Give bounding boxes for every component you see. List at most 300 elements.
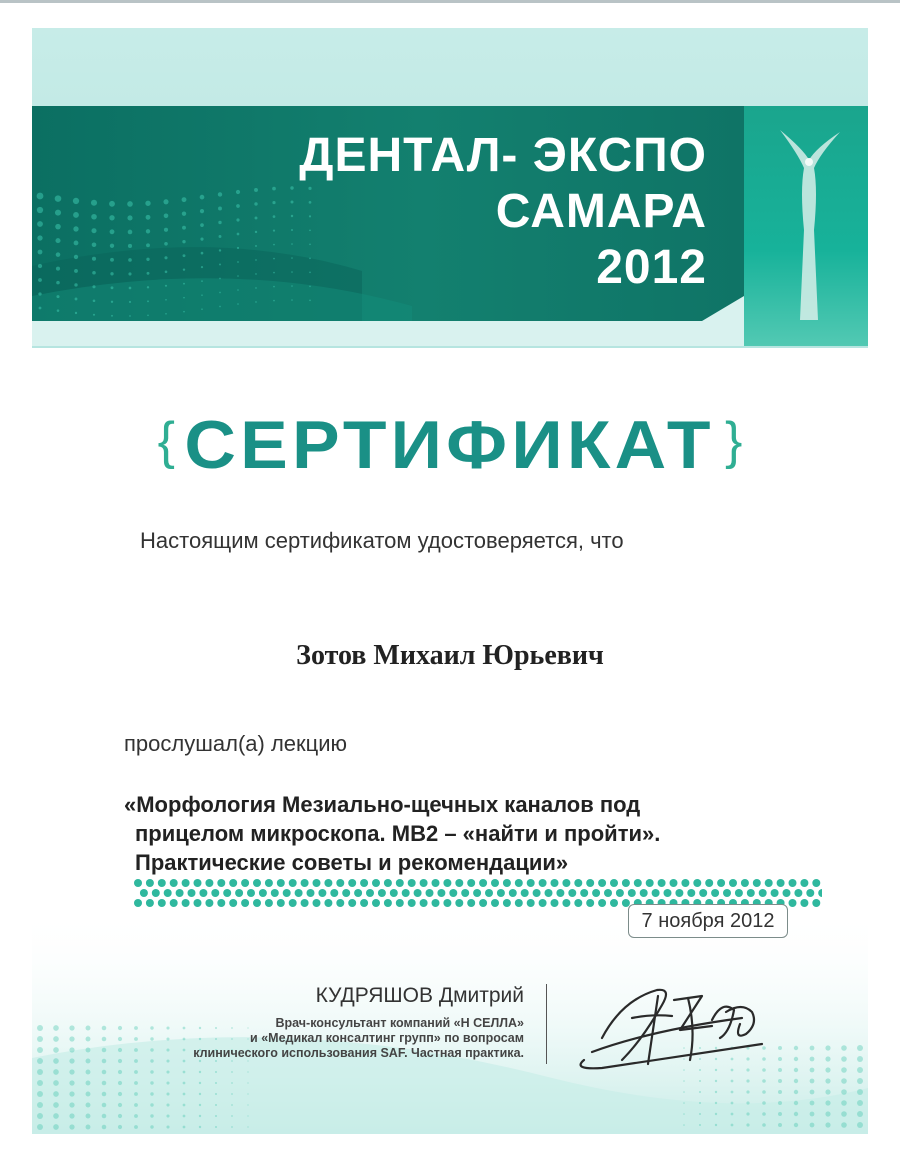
decorative-dot	[236, 204, 240, 208]
decorative-dot	[313, 879, 321, 887]
date-badge: 7 ноября 2012	[628, 904, 788, 938]
decorative-dot	[37, 193, 44, 200]
decorative-dot	[825, 1089, 830, 1094]
decorative-dot	[408, 879, 416, 887]
decorative-dot	[164, 213, 169, 218]
decorative-dot	[683, 1124, 685, 1126]
decorative-dot	[164, 256, 167, 259]
decorative-dot	[812, 879, 820, 887]
decorative-dot	[789, 879, 797, 887]
decorative-dot	[166, 1114, 169, 1117]
decorative-dot	[218, 207, 222, 211]
decorative-dot	[182, 226, 186, 230]
decorative-dot	[841, 1122, 847, 1128]
decorative-dot	[102, 1070, 107, 1075]
decorative-dot	[69, 1025, 74, 1030]
decorative-dot	[219, 249, 221, 251]
decorative-dot	[37, 1047, 43, 1053]
decorative-dot	[217, 879, 225, 887]
decorative-dot	[102, 1026, 107, 1031]
decorative-dot	[461, 889, 469, 897]
decorative-dot	[237, 247, 239, 249]
decorative-dot	[271, 889, 279, 897]
decorative-dot	[628, 889, 636, 897]
decorative-dot	[348, 899, 356, 907]
decorative-dot	[92, 242, 97, 247]
decorative-dot	[37, 1058, 43, 1064]
decorative-dot	[551, 879, 559, 887]
decorative-dot	[731, 1080, 734, 1083]
decorative-dot	[715, 1102, 717, 1104]
decorative-dot	[360, 899, 368, 907]
decorative-dot	[69, 1080, 74, 1085]
decorative-dot	[253, 879, 261, 887]
decorative-dot	[166, 1125, 169, 1128]
decorative-dot	[277, 899, 285, 907]
decorative-dot	[810, 1079, 815, 1084]
decorative-dot	[580, 889, 588, 897]
decorative-dot	[183, 1126, 186, 1129]
decorative-dot	[183, 1082, 186, 1085]
decorative-dot	[610, 899, 618, 907]
decorative-dot	[219, 292, 221, 294]
decorative-dot	[134, 1114, 138, 1118]
decorative-dot	[687, 889, 695, 897]
decorative-dot	[449, 889, 457, 897]
decorative-dot	[37, 1113, 43, 1119]
decorative-dot	[37, 1102, 43, 1108]
decorative-dot	[794, 1123, 798, 1127]
decorative-dot	[199, 1115, 201, 1117]
decorative-dot	[53, 1047, 59, 1053]
decorative-dot	[73, 198, 79, 204]
statue-logo	[774, 120, 844, 320]
decorative-dot	[731, 1091, 734, 1094]
decorative-dot	[53, 1058, 59, 1064]
decorative-dot	[146, 899, 154, 907]
decorative-dot	[91, 228, 96, 233]
decorative-dot	[699, 889, 707, 897]
decorative-dot	[118, 1125, 122, 1129]
decorative-dot	[810, 1101, 815, 1106]
decorative-dot	[102, 1125, 107, 1130]
decorative-dot	[247, 889, 255, 897]
decorative-dot	[140, 889, 148, 897]
decorative-dot	[158, 879, 166, 887]
decorative-dot	[110, 272, 113, 275]
decorative-dot	[73, 212, 79, 218]
decorative-dot	[127, 215, 132, 220]
decorative-dot	[237, 275, 239, 277]
decorative-dot	[38, 250, 43, 255]
decorative-dot	[247, 1115, 248, 1116]
signer-credentials-line: и «Медикал консалтинг групп» по вопросам	[250, 1031, 524, 1045]
decorative-dot	[91, 200, 97, 206]
decorative-dot	[145, 201, 150, 206]
decorative-dot	[378, 889, 386, 897]
decorative-dot	[746, 1112, 749, 1115]
decorative-dot	[38, 264, 42, 268]
decorative-dot	[128, 258, 132, 262]
decorative-dot	[53, 1069, 59, 1075]
decorative-dot	[509, 889, 517, 897]
decorative-dot	[295, 889, 303, 897]
decorative-dot	[443, 879, 451, 887]
decorative-dot	[291, 299, 293, 301]
decorative-dot	[199, 1126, 201, 1128]
decorative-dot	[646, 879, 654, 887]
decorative-dot	[37, 1080, 43, 1086]
handwritten-signature	[562, 960, 802, 1080]
decorative-dot	[183, 254, 186, 257]
decorative-dot	[841, 1045, 847, 1051]
signer-credentials-line: Врач-консультант компаний «Н СЕЛЛА»	[275, 1016, 524, 1030]
decorative-dot	[150, 1081, 153, 1084]
decorative-dot	[147, 300, 149, 302]
listened-text: прослушал(а) лекцию	[124, 731, 348, 756]
decorative-dot	[313, 899, 321, 907]
decorative-dot	[229, 879, 237, 887]
right-bracket: }	[724, 412, 743, 470]
decorative-dot	[574, 899, 582, 907]
decorative-dot	[794, 1090, 798, 1094]
decorative-dot	[753, 879, 761, 887]
decorative-dot	[717, 879, 725, 887]
decorative-dot	[670, 879, 678, 887]
decorative-dot	[231, 1126, 233, 1128]
signer-name: КУДРЯШОВ Дмитрий	[315, 984, 524, 1007]
decorative-dot	[586, 879, 594, 887]
decorative-dot	[86, 1059, 91, 1064]
decorative-dot	[604, 889, 612, 897]
decorative-dot	[134, 1059, 138, 1063]
decorative-dot	[183, 1093, 186, 1096]
decorative-dot	[771, 889, 779, 897]
decorative-dot	[857, 1122, 863, 1128]
decorative-dot	[134, 1103, 138, 1107]
decorative-dot	[810, 1112, 815, 1117]
decorative-dot	[200, 195, 205, 200]
decorative-dot	[841, 1078, 847, 1084]
decorative-dot	[118, 1103, 122, 1107]
decorative-dot	[215, 1115, 217, 1117]
decorative-dot	[165, 270, 168, 273]
decorative-dot	[283, 889, 291, 897]
decorative-dot	[146, 215, 151, 220]
decorative-dot	[857, 1100, 863, 1106]
decorative-dot	[55, 195, 62, 202]
decorative-dot	[360, 879, 368, 887]
decorative-dot	[715, 1124, 717, 1126]
decorative-dot	[235, 889, 243, 897]
decorative-dot	[93, 314, 95, 316]
decorative-dot	[527, 879, 535, 887]
signature-divider	[546, 984, 547, 1064]
decorative-dot	[201, 308, 203, 310]
decorative-dot	[102, 1059, 107, 1064]
decorative-dot	[237, 233, 240, 236]
decorative-dot	[219, 235, 222, 238]
decorative-dot	[857, 1056, 863, 1062]
decorative-dot	[215, 1126, 217, 1128]
decorative-dot	[102, 1103, 107, 1108]
decorative-dot	[215, 1082, 217, 1084]
decorative-dot	[640, 889, 648, 897]
certifies-text: Настоящим сертификатом удостоверяется, что	[140, 528, 624, 553]
decorative-dot	[150, 1026, 153, 1029]
decorative-dot	[188, 889, 196, 897]
decorative-dot	[372, 879, 380, 887]
decorative-dot	[56, 267, 60, 271]
decorative-dot	[825, 1045, 830, 1050]
decorative-dot	[55, 210, 61, 216]
decorative-dot	[746, 1101, 749, 1104]
decorative-dot	[568, 889, 576, 897]
decorative-dot	[165, 299, 167, 301]
decorative-dot	[810, 1123, 815, 1128]
decorative-dot	[150, 1125, 153, 1128]
decorative-dot	[800, 899, 808, 907]
decorative-dot	[128, 272, 131, 275]
decorative-dot	[247, 1104, 248, 1105]
decorative-dot	[539, 879, 547, 887]
decorative-dot	[857, 1045, 863, 1051]
decorative-dot	[150, 1092, 153, 1095]
decorative-dot	[215, 1071, 217, 1073]
decorative-dot	[134, 1026, 138, 1030]
decorative-dot	[183, 283, 185, 285]
decorative-dot	[166, 1037, 169, 1040]
decorative-dot	[53, 1102, 59, 1108]
decorative-dot	[69, 1113, 74, 1118]
decorative-dot	[86, 1125, 91, 1130]
decorative-dot	[147, 314, 149, 316]
decorative-dot	[53, 1113, 59, 1119]
decorative-dot	[102, 1092, 107, 1097]
decorative-dot	[479, 879, 487, 887]
decorative-dot	[539, 899, 547, 907]
event-title-line: САМАРА	[495, 185, 707, 238]
decorative-dot	[818, 889, 822, 897]
decorative-dot	[491, 899, 499, 907]
decorative-dot	[37, 1036, 43, 1042]
decorative-dot	[37, 207, 43, 213]
decorative-dot	[134, 879, 142, 887]
decorative-dot	[150, 1114, 153, 1117]
decorative-dot	[473, 889, 481, 897]
decorative-dot	[521, 889, 529, 897]
decorative-dot	[693, 879, 701, 887]
decorative-dot	[762, 1090, 766, 1094]
decorative-dot	[200, 209, 204, 213]
decorative-dot	[92, 285, 95, 288]
decorative-dot	[402, 889, 410, 897]
decorative-dot	[53, 1036, 59, 1042]
decorative-dot	[265, 879, 273, 887]
decorative-dot	[247, 1071, 248, 1072]
decorative-dot	[699, 1091, 701, 1093]
decorative-dot	[747, 889, 755, 897]
decorative-dot	[231, 1071, 233, 1073]
decorative-dot	[731, 1113, 734, 1116]
decorative-dot	[86, 1114, 91, 1119]
decorative-dot	[118, 1081, 122, 1085]
decorative-dot	[165, 313, 167, 315]
decorative-dot	[147, 272, 150, 275]
decorative-dot	[515, 879, 523, 887]
decorative-dot	[118, 1026, 122, 1030]
decorative-dot	[110, 258, 114, 262]
decorative-dot	[183, 268, 185, 270]
decorative-dot	[69, 1091, 74, 1096]
decorative-dot	[699, 1113, 701, 1115]
decorative-dot	[342, 889, 350, 897]
decorative-dot	[715, 1080, 717, 1082]
decorative-dot	[759, 889, 767, 897]
decorative-dot	[182, 197, 187, 202]
decorative-dot	[408, 899, 416, 907]
decorative-dot	[74, 255, 78, 259]
decorative-dot	[746, 1090, 749, 1093]
certificate-title: СЕРТИФИКАТ	[184, 407, 716, 483]
decorative-dot	[199, 1104, 201, 1106]
decorative-dot	[545, 889, 553, 897]
decorative-dot	[735, 889, 743, 897]
decorative-dot	[166, 1103, 169, 1106]
decorative-dot	[55, 238, 60, 243]
decorative-dot	[118, 1092, 122, 1096]
decorative-dot	[616, 889, 624, 897]
decorative-dot	[231, 1104, 233, 1106]
decorative-dot	[289, 899, 297, 907]
decorative-dot	[182, 879, 190, 887]
decorative-dot	[857, 1089, 863, 1095]
decorative-dot	[800, 879, 808, 887]
decorative-dot	[372, 899, 380, 907]
decorative-dot	[182, 240, 185, 243]
decorative-dot	[778, 1123, 782, 1127]
decorative-dot	[574, 879, 582, 887]
recipient-name: Зотов Михаил Юрьевич	[296, 640, 604, 671]
decorative-dot	[134, 1037, 138, 1041]
decorative-dot	[53, 1025, 59, 1031]
decorative-dot	[111, 301, 113, 303]
decorative-dot	[217, 899, 225, 907]
decorative-dot	[479, 899, 487, 907]
decorative-dot	[75, 312, 77, 314]
decorative-dot	[857, 1067, 863, 1073]
decorative-dot	[622, 879, 630, 887]
decorative-dot	[467, 879, 475, 887]
decorative-dot	[146, 229, 150, 233]
decorative-dot	[247, 1093, 248, 1094]
decorative-dot	[348, 879, 356, 887]
decorative-dot	[652, 889, 660, 897]
decorative-dot	[715, 1113, 717, 1115]
decorative-dot	[150, 1070, 153, 1073]
decorative-dot	[102, 1081, 107, 1086]
signer-credentials-line: клинического использования SAF. Частная практика.	[193, 1046, 524, 1060]
decorative-dot	[176, 889, 184, 897]
decorative-dot	[134, 1125, 138, 1129]
decorative-dot	[586, 899, 594, 907]
decorative-dot	[164, 242, 168, 246]
decorative-dot	[390, 889, 398, 897]
decorative-dot	[164, 889, 172, 897]
decorative-dot	[675, 889, 683, 897]
decorative-dot	[93, 299, 96, 302]
decorative-dot	[354, 889, 362, 897]
decorative-dot	[134, 1092, 138, 1096]
decorative-dot	[241, 879, 249, 887]
decorative-dot	[247, 1126, 248, 1127]
decorative-dot	[324, 899, 332, 907]
decorative-dot	[170, 879, 178, 887]
decorative-dot	[69, 1102, 74, 1107]
decorative-dot	[812, 899, 820, 907]
decorative-dot	[69, 1069, 74, 1074]
decorative-dot	[825, 1100, 830, 1105]
left-bracket: {	[157, 412, 176, 470]
decorative-dot	[681, 879, 689, 887]
decorative-dot	[211, 889, 219, 897]
decorative-dot	[255, 301, 257, 303]
decorative-dot	[163, 199, 168, 204]
decorative-dot	[109, 215, 114, 220]
decorative-dot	[551, 899, 559, 907]
certificate	[32, 28, 868, 1134]
decorative-dot	[301, 879, 309, 887]
decorative-dot	[841, 1111, 847, 1117]
decorative-dot	[231, 1115, 233, 1117]
decorative-dot	[731, 1102, 734, 1105]
decorative-dot	[491, 879, 499, 887]
decorative-dot	[841, 1100, 847, 1106]
decorative-dot	[201, 280, 203, 282]
decorative-dot	[109, 201, 115, 207]
decorative-dot	[420, 899, 428, 907]
decorative-dot	[166, 1026, 169, 1029]
decorative-dot	[533, 889, 541, 897]
decorative-dot	[56, 252, 61, 257]
decorative-dot	[182, 899, 190, 907]
decorative-dot	[762, 1123, 766, 1127]
decorative-dot	[86, 1070, 91, 1075]
decorative-dot	[37, 235, 42, 240]
decorative-dot	[515, 899, 523, 907]
decorative-dot	[147, 286, 149, 288]
signer-credentials	[182, 1016, 524, 1061]
decorative-dot	[658, 879, 666, 887]
decorative-dot	[69, 1124, 74, 1129]
decorative-dot	[420, 879, 428, 887]
decorative-dot	[253, 899, 261, 907]
decorative-dot	[183, 297, 185, 299]
decorative-dot	[37, 1069, 43, 1075]
decorative-dot	[150, 1103, 153, 1106]
decorative-dot	[74, 241, 79, 246]
decorative-dot	[134, 1070, 138, 1074]
decorative-dot	[53, 1091, 59, 1097]
decorative-dot	[127, 201, 133, 207]
lecture-title-line: прицелом микроскопа. MB2 – «найти и пройти».	[135, 821, 661, 846]
decorative-dot	[503, 879, 511, 887]
decorative-dot	[778, 1101, 782, 1105]
decorative-dot	[86, 1081, 91, 1086]
decorative-dot	[91, 214, 97, 220]
decorative-dot	[69, 1036, 74, 1041]
event-title	[252, 128, 707, 296]
